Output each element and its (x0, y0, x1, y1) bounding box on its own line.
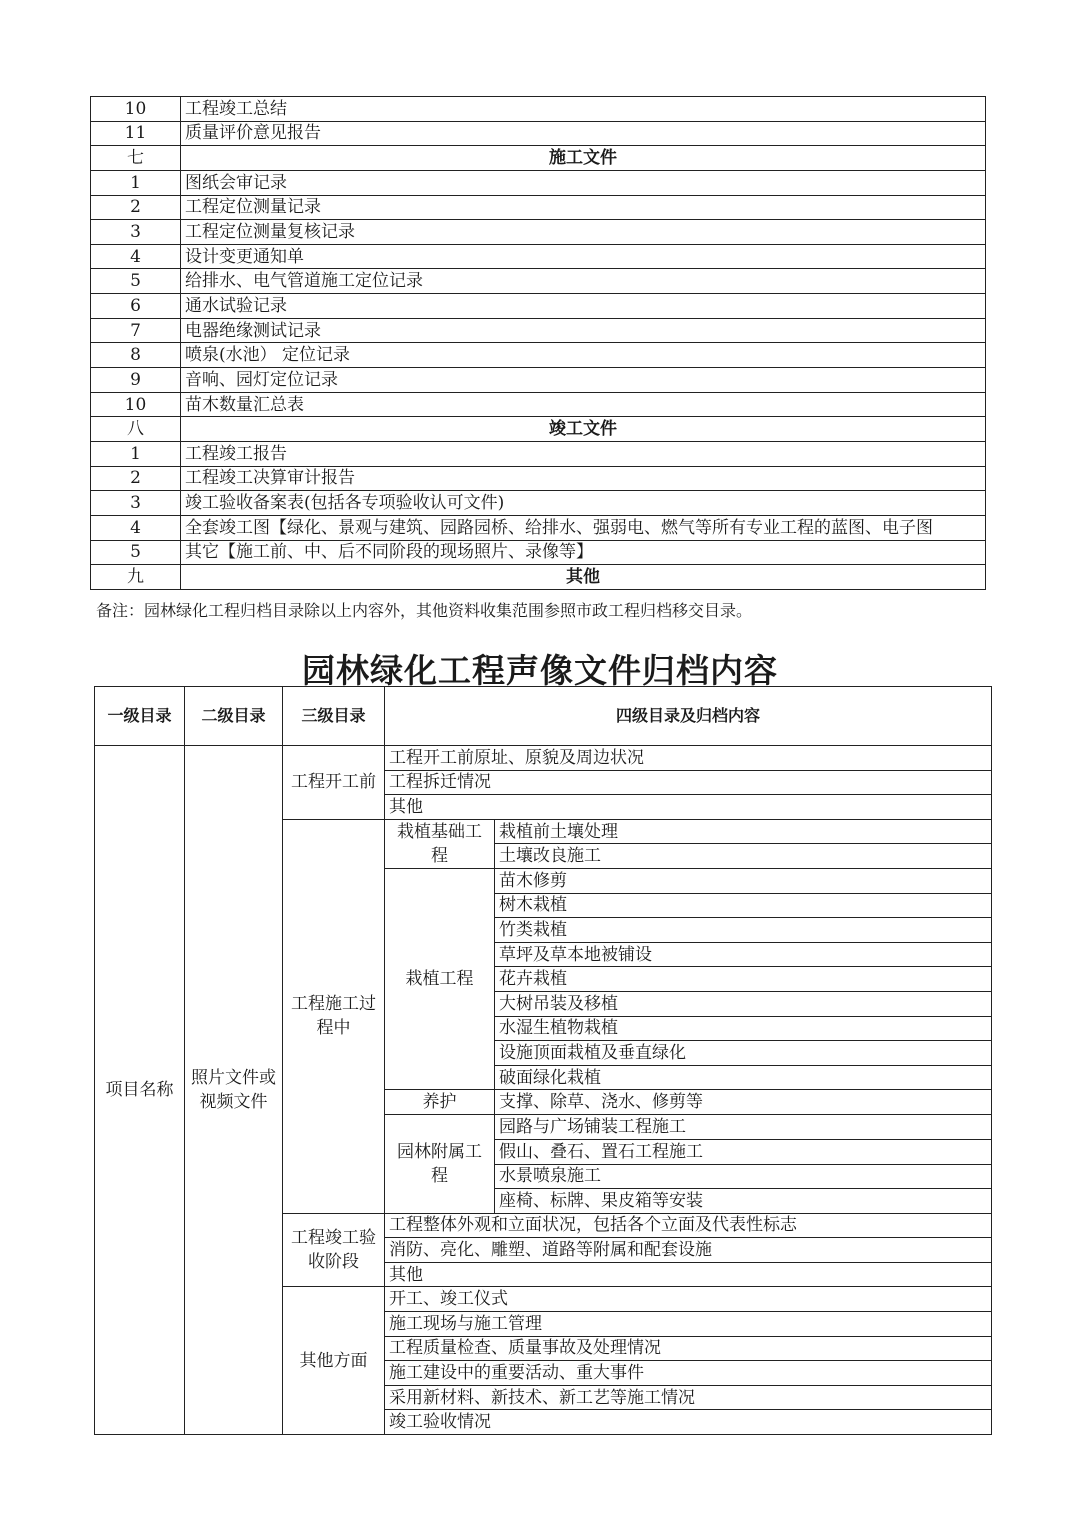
table-row (91, 121, 986, 146)
level1-cell: 项目名称 (95, 746, 185, 1435)
level4-item: 水景喷泉施工 (495, 1164, 992, 1189)
section-row (91, 565, 986, 590)
row-number: 11 (91, 121, 181, 146)
level4-subgroup: 养护 (385, 1090, 495, 1115)
row-number: 10 (91, 97, 181, 122)
level4-item: 工程整体外观和立面状况，包括各个立面及代表性标志 (385, 1213, 992, 1238)
level4-item: 开工、竣工仪式 (385, 1287, 992, 1312)
level2-cell: 照片文件或视频文件 (185, 746, 283, 1435)
level4-item: 园路与广场铺装工程施工 (495, 1115, 992, 1140)
document-name: 给排水、电气管道施工定位记录 (181, 269, 986, 294)
level4-subgroup: 栽植工程 (385, 868, 495, 1089)
table-row (91, 220, 986, 245)
level4-item: 草坪及草本地被铺设 (495, 942, 992, 967)
section-title: 其他 (181, 565, 986, 590)
row-number: 八 (91, 417, 181, 442)
level3-cell: 工程施工过程中 (283, 819, 385, 1213)
remark-note: 备注：园林绿化工程归档目录除以上内容外，其他资料收集范围参照市政工程归档移交目录。 (96, 601, 753, 620)
document-name: 音响、园灯定位记录 (181, 368, 986, 393)
row-number: 4 (91, 244, 181, 269)
level4-item: 工程拆迁情况 (385, 770, 992, 795)
section-title: 竣工文件 (181, 417, 986, 442)
level4-item: 假山、叠石、置石工程施工 (495, 1139, 992, 1164)
table-row (91, 318, 986, 343)
document-name: 工程竣工总结 (181, 97, 986, 122)
level4-item: 竣工验收情况 (385, 1410, 992, 1435)
level4-item: 竹类栽植 (495, 918, 992, 943)
level4-item: 树木栽植 (495, 893, 992, 918)
table-row (91, 343, 986, 368)
level4-item: 施工现场与施工管理 (385, 1312, 992, 1337)
table-row (91, 269, 986, 294)
row-number: 2 (91, 195, 181, 220)
row-number: 1 (91, 441, 181, 466)
document-name: 竣工验收备案表(包括各专项验收认可文件) (181, 491, 986, 516)
document-name: 图纸会审记录 (181, 170, 986, 195)
section-row (91, 417, 986, 442)
level3-cell: 其他方面 (283, 1287, 385, 1435)
header-row (95, 687, 992, 746)
table-row (91, 466, 986, 491)
table-row (91, 97, 986, 122)
document-name: 设计变更通知单 (181, 244, 986, 269)
row-number: 9 (91, 368, 181, 393)
table-row (91, 392, 986, 417)
table-row (91, 441, 986, 466)
table-row (91, 491, 986, 516)
column-header: 二级目录 (185, 687, 283, 746)
table-row (91, 515, 986, 540)
level4-item: 花卉栽植 (495, 967, 992, 992)
level4-item: 栽植前土壤处理 (495, 819, 992, 844)
document-name: 通水试验记录 (181, 294, 986, 319)
row-number: 5 (91, 269, 181, 294)
document-name: 质量评价意见报告 (181, 121, 986, 146)
level4-subgroup: 园林附属工程 (385, 1115, 495, 1213)
level4-item: 其他 (385, 1262, 992, 1287)
document-name: 工程定位测量记录 (181, 195, 986, 220)
document-name: 苗木数量汇总表 (181, 392, 986, 417)
table-row (91, 195, 986, 220)
table-row (95, 746, 992, 771)
row-number: 7 (91, 318, 181, 343)
row-number: 6 (91, 294, 181, 319)
level4-item: 消防、亮化、雕塑、道路等附属和配套设施 (385, 1238, 992, 1263)
row-number: 2 (91, 466, 181, 491)
row-number: 5 (91, 540, 181, 565)
av-archive-title: 园林绿化工程声像文件归档内容 (302, 651, 778, 690)
table-row (91, 294, 986, 319)
column-header: 四级目录及归档内容 (385, 687, 992, 746)
document-name: 电器绝缘测试记录 (181, 318, 986, 343)
level4-item: 采用新材料、新技术、新工艺等施工情况 (385, 1385, 992, 1410)
level4-item: 水湿生植物栽植 (495, 1016, 992, 1041)
document-name: 其它【施工前、中、后不同阶段的现场照片、录像等】 (181, 540, 986, 565)
column-header: 一级目录 (95, 687, 185, 746)
table-row (91, 540, 986, 565)
section-row (91, 146, 986, 171)
level4-item: 施工建设中的重要活动、重大事件 (385, 1361, 992, 1386)
row-number: 1 (91, 170, 181, 195)
level4-subgroup: 栽植基础工程 (385, 819, 495, 868)
document-name: 喷泉(水池） 定位记录 (181, 343, 986, 368)
level4-item: 其他 (385, 795, 992, 820)
document-name: 全套竣工图【绿化、景观与建筑、园路园桥、给排水、强弱电、燃气等所有专业工程的蓝图、电子图 (181, 515, 986, 540)
row-number: 3 (91, 220, 181, 245)
level3-cell: 工程开工前 (283, 746, 385, 820)
level4-item: 苗木修剪 (495, 868, 992, 893)
row-number: 8 (91, 343, 181, 368)
level3-cell: 工程竣工验收阶段 (283, 1213, 385, 1287)
level4-item: 支撑、除草、浇水、修剪等 (495, 1090, 992, 1115)
row-number: 10 (91, 392, 181, 417)
archive-catalog-table (90, 96, 986, 590)
row-number: 4 (91, 515, 181, 540)
document-name: 工程定位测量复核记录 (181, 220, 986, 245)
document-name: 工程竣工报告 (181, 441, 986, 466)
level4-item: 设施顶面栽植及垂直绿化 (495, 1041, 992, 1066)
column-header: 三级目录 (283, 687, 385, 746)
level4-item: 座椅、标牌、果皮箱等安装 (495, 1189, 992, 1214)
table-row (91, 170, 986, 195)
av-archive-table (94, 686, 992, 1435)
document-name: 工程竣工决算审计报告 (181, 466, 986, 491)
level4-item: 工程质量检查、质量事故及处理情况 (385, 1336, 992, 1361)
level4-item: 大树吊装及移植 (495, 991, 992, 1016)
level4-item: 破面绿化栽植 (495, 1065, 992, 1090)
level4-item: 土壤改良施工 (495, 844, 992, 869)
level4-item: 工程开工前原址、原貌及周边状况 (385, 746, 992, 771)
row-number: 3 (91, 491, 181, 516)
section-title: 施工文件 (181, 146, 986, 171)
row-number: 九 (91, 565, 181, 590)
row-number: 七 (91, 146, 181, 171)
table-row (91, 244, 986, 269)
table-row (91, 368, 986, 393)
